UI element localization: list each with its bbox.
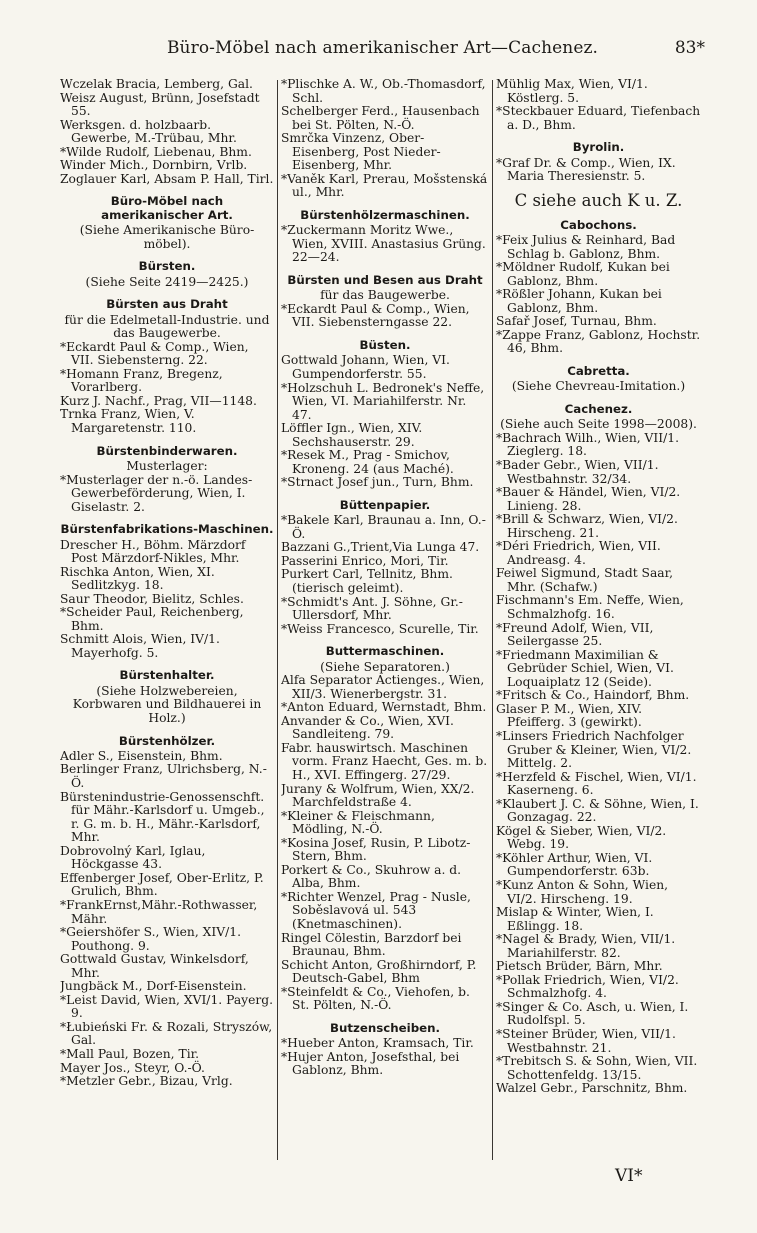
directory-entry: Berlinger Franz, Ulrichsberg, N.-Ö. <box>60 762 267 791</box>
directory-entry: Schicht Anton, Großhirndorf, P. Deutsch-Gabel, Bhm <box>281 957 477 986</box>
directory-entry: Drescher H., Böhm. Märzdorf Post Märzdorf-Nikles, Mhr. <box>60 537 246 566</box>
directory-entry: *Leist David, Wien, XVI/1. Payerg. 9. <box>60 992 274 1021</box>
directory-entry: *Metzler Gebr., Bizau, Vrlg. <box>60 1074 233 1089</box>
directory-entry: *Klaubert J. C. & Söhne, Wien, I. Gonzagag. 22. <box>496 796 699 825</box>
directory-entry: Fischmann's Em. Neffe, Wien, Schmalzhofg. 16. <box>496 593 684 622</box>
directory-entry: *Eckardt Paul & Comp., Wien, VII. Siebensterng. 22. <box>60 339 249 368</box>
section-heading: Cachenez. <box>564 401 633 416</box>
section-heading: Cabochons. <box>560 217 637 232</box>
directory-entry: *Hujer Anton, Josefsthal, bei Gablonz, Bhm. <box>281 1049 460 1078</box>
directory-entry: Wczelak Bracia, Lemberg, Gal. <box>60 78 253 91</box>
section-note: (Siehe Seite 2419—2425.) <box>85 274 249 289</box>
directory-entry: *Nagel & Brady, Wien, VII/1. Mariahilferstr. 82. <box>496 932 676 960</box>
section-heading: Bürsten und Besen aus Draht <box>287 272 483 287</box>
column-1 <box>60 78 274 1163</box>
directory-entry: Adler S., Eisenstein, Bhm. <box>60 748 223 763</box>
directory-entry: Mislap & Winter, Wien, I. Eßlingg. 18. <box>496 905 654 933</box>
section-heading: Bürsten. <box>138 259 196 274</box>
directory-entry: *Brill & Schwarz, Wien, VI/2. Hirscheng. 21. <box>496 512 678 540</box>
directory-entry: Rischka Anton, Wien, XI. Sedlitzkyg. 18. <box>60 564 215 593</box>
section-note: (Siehe Chevreau-Imitation.) <box>511 379 686 394</box>
directory-entry: *Déri Friedrich, Wien, VII. Andreasg. 4. <box>496 539 661 567</box>
column-rule <box>277 80 278 1160</box>
section-heading: Byrolin. <box>572 140 625 155</box>
directory-entry: *Łubieński Fr. & Rozali, Stryszów, Gal. <box>60 1019 273 1048</box>
directory-entry: *Linsers Friedrich Nachfolger Gruber & Kleiner, Wien, VI/2. Mittelg. 2. <box>496 728 692 771</box>
directory-entry: Walzel Gebr., Parschnitz, Bhm. <box>496 1081 688 1096</box>
directory-entry: *Fritsch & Co., Haindorf, Bhm. <box>496 688 690 703</box>
directory-entry: *Mall Paul, Bozen, Tir. <box>60 1046 200 1061</box>
column-3 <box>496 78 701 1163</box>
directory-entry: *Wilde Rudolf, Liebenau, Bhm. <box>60 144 252 159</box>
directory-entry: *Steiner Brüder, Wien, VII/1. Westbahnstr. 21. <box>496 1026 676 1055</box>
directory-entry: *Kosina Josef, Rusin, P. Libotz-Stern, Bhm. <box>281 835 471 864</box>
directory-entry: *Scheider Paul, Reichenberg, Bhm. <box>60 605 244 633</box>
directory-entry: *Steinfeldt & Co., Viehofen, b. St. Pölten, N.-Ö. <box>281 984 470 1013</box>
directory-entry: *Singer & Co. Asch, u. Wien, I. Rudolfspl. 5. <box>496 999 689 1028</box>
directory-entry: *Bader Gebr., Wien, VII/1. Westbahnstr. 32/34. <box>496 458 659 486</box>
signature-mark: VI* <box>615 1166 643 1186</box>
directory-entry: Dobrovolný Karl, Iglau, Höckgasse 43. <box>60 843 206 872</box>
directory-entry: Schmitt Alois, Wien, IV/1. Mayerhofg. 5. <box>60 632 220 660</box>
directory-entry: Kögel & Sieber, Wien, VI/2. Webg. 19. <box>496 823 667 852</box>
section-heading: Bürsten aus Draht <box>106 297 228 312</box>
directory-entry: Gottwald Gustav, Winkelsdorf, Mhr. <box>60 952 249 980</box>
section-heading: Büttenpapier. <box>339 497 431 512</box>
directory-entry: Effenberger Josef, Ober-Erlitz, P. Grulich, Bhm. <box>60 870 264 899</box>
directory-entry: *Homann Franz, Bregenz, Vorarlberg. <box>60 366 223 395</box>
section-note: für das Baugewerbe. <box>320 288 450 303</box>
column-2 <box>281 78 489 1163</box>
directory-entry: Jungbäck M., Dorf-Eisenstein. <box>60 979 247 994</box>
directory-entry: *Möldner Rudolf, Kukan bei Gablonz, Bhm. <box>496 260 670 288</box>
directory-entry: *Rößler Johann, Kukan bei Gablonz, Bhm. <box>496 287 662 315</box>
section-note: (Siehe Holzwebereien, Korbwaren und Bildhauerei in Holz.) <box>72 683 262 725</box>
directory-entry: *Eckardt Paul & Comp., Wien, VII. Siebensterngasse 22. <box>281 301 470 330</box>
directory-entry: *Steckbauer Eduard, Tiefenbach a. D., Bhm. <box>496 104 701 132</box>
directory-entry: *Freund Adolf, Wien, VII, Seilergasse 25. <box>496 620 654 649</box>
section-heading: Bürstenhölzer. <box>118 733 216 748</box>
directory-entry: *Zuckermann Moritz Wwe., Wien, XVIII. Anastasius Grüng. 22—24. <box>281 223 486 265</box>
directory-entry: *Bachrach Wilh., Wien, VII/1. Zieglerg. 18. <box>496 430 680 459</box>
directory-entry: Glaser P. M., Wien, XIV. Pfeifferg. 3 (gewirkt). <box>496 701 643 730</box>
directory-entry: Safař Josef, Turnau, Bhm. <box>496 314 657 329</box>
directory-entry: *Weiss Francesco, Scurelle, Tir. <box>281 621 479 636</box>
directory-entry: *Holzschuh L. Bedronek's Neffe, Wien, VI. Mariahilferstr. Nr. 47. <box>281 380 485 422</box>
section-note: (Siehe Amerikanische Büro-möbel). <box>79 223 255 251</box>
directory-entry: *Vaněk Karl, Prerau, Mošstenská ul., Mhr. <box>281 171 488 200</box>
running-title: Büro-Möbel nach amerikanischer Art—Cachenez. <box>166 38 599 58</box>
directory-entry: *Kleiner & Fleischmann, Mödling, N.-Ö. <box>281 808 435 837</box>
directory-entry: Saur Theodor, Bielitz, Schles. <box>60 591 244 606</box>
directory-entry: Gottwald Johann, Wien, VI. Gumpendorferstr. 55. <box>281 353 450 381</box>
directory-entry: Fabr. hauswirtsch. Maschinen vorm. Franz Haecht, Ges. m. b. H., XVI. Effingerg. 27/29. <box>281 740 488 782</box>
directory-entry: *Richter Wenzel, Prag - Nusle, Soběslavová ul. 543 (Knetmaschinen). <box>281 889 471 932</box>
page-number: 83* <box>674 38 705 58</box>
section-heading: Cabretta. <box>567 364 630 379</box>
directory-entry: *Friedmann Maximilian & Gebrüder Schiel, Wien, VI. Loquaiplatz 12 (Seide). <box>496 647 674 689</box>
directory-entry: Porkert & Co., Skuhrow a. d. Alba, Bhm. <box>281 862 462 891</box>
directory-entry: Ringel Cölestin, Barzdorf bei Braunau, Bhm. <box>281 930 462 959</box>
directory-entry: Purkert Carl, Tellnitz, Bhm. (tierisch geleimt). <box>281 567 453 596</box>
directory-entry: Smrčka Vinzenz, Ober-Eisenberg, Post Nieder-Eisenberg, Mhr. <box>281 131 441 173</box>
directory-entry: Mayer Jos., Steyr, O.-Ö. <box>60 1060 205 1075</box>
directory-entry: Alfa Separator Actienges., Wien, XII/3. Wienerbergstr. 31. <box>281 673 485 701</box>
directory-entry: Jurany & Wolfrum, Wien, XX/2. Marchfeldstraße 4. <box>281 781 475 810</box>
directory-entry: Bürstenindustrie-Genossenschft. für Mähr.-Karlsdorf u. Umgeb., r. G. m. b. H., Mähr.-Karlsdorf, Mhr. <box>60 789 265 845</box>
directory-entry: Anvander & Co., Wien, XVI. Sandleiteng. 79. <box>281 713 454 742</box>
letter-crossref: C siehe auch K u. Z. <box>514 190 683 210</box>
directory-entry: *Plischke A. W., Ob.-Thomasdorf, Schl. <box>281 78 486 105</box>
directory-entry: Schelberger Ferd., Hausenbach bei St. Pölten, N.-Ö. <box>281 104 480 132</box>
directory-entry: *Herzfeld & Fischel, Wien, VI/1. Kaserneng. 6. <box>496 769 697 798</box>
directory-entry: *Strnact Josef jun., Turn, Bhm. <box>281 475 474 490</box>
directory-entry: *Graf Dr. & Comp., Wien, IX. Maria Theresienstr. 5. <box>496 155 676 184</box>
directory-entry: *Resek M., Prag - Smichov, Kroneng. 24 (aus Maché). <box>281 448 454 476</box>
directory-entry: *Kunz Anton & Sohn, Wien, VI/2. Hirscheng. 19. <box>496 877 669 906</box>
page-header <box>60 36 705 64</box>
directory-entry: Zoglauer Karl, Absam P. Hall, Tirl. <box>60 171 274 186</box>
directory-entry: *FrankErnst,Mähr.-Rothwasser, Mähr. <box>60 897 258 926</box>
directory-entry: Weisz August, Brünn, Josefstadt 55. <box>60 90 260 119</box>
section-note: für die Edelmetall-Industrie. und das Baugewerbe. <box>64 312 270 341</box>
directory-entry: *Trebitsch S. & Sohn, Wien, VII. Schottenfeldg. 13/15. <box>496 1054 698 1082</box>
section-note: Musterlager: <box>126 458 208 473</box>
section-heading: Büro-Möbel nach amerikanischer Art. <box>101 194 233 222</box>
section-heading: Buttermaschinen. <box>325 644 445 659</box>
directory-entry: Bazzani G.,Trient,Via Lunga 47. <box>281 540 480 555</box>
directory-entry: Kurz J. Nachf., Prag, VII—1148. <box>60 393 257 408</box>
directory-entry: *Geiershöfer S., Wien, XIV/1. Pouthong. 9. <box>60 925 242 953</box>
directory-entry: Pietsch Brüder, Bärn, Mhr. <box>496 959 663 974</box>
section-note: (Siehe auch Seite 1998—2008). <box>500 417 697 432</box>
directory-entry: *Bakele Karl, Braunau a. Inn, O.-Ö. <box>281 513 486 541</box>
directory-entry: Feiwel Sigmund, Stadt Saar, Mhr. (Schafw.) <box>496 566 674 594</box>
directory-entry: *Bauer & Händel, Wien, VI/2. Linieng. 28. <box>496 485 681 513</box>
directory-entry: *Anton Eduard, Wernstadt, Bhm. <box>281 700 487 715</box>
directory-entry: Trnka Franz, Wien, V. Margaretenstr. 110. <box>60 407 197 436</box>
directory-entry: Mühlig Max, Wien, VI/1. Köstlerg. 5. <box>496 78 648 105</box>
directory-entry: *Pollak Friedrich, Wien, VI/2. Schmalzhofg. 4. <box>496 972 679 1001</box>
directory-entry: Löffler Ign., Wien, XIV. Sechshauserstr. 29. <box>281 421 423 449</box>
directory-entry: Werksgen. d. holzbaarb. Gewerbe, M.-Trübau, Mhr. <box>60 117 237 146</box>
directory-entry: *Feix Julius & Reinhard, Bad Schlag b. Gablonz, Bhm. <box>496 233 676 261</box>
directory-entry: Passerini Enrico, Mori, Tir. <box>281 553 449 568</box>
directory-entry: *Hueber Anton, Kramsach, Tir. <box>281 1036 474 1051</box>
section-heading: Bürstenbinderwaren. <box>96 443 238 458</box>
section-note: (Siehe Separatoren.) <box>320 659 450 674</box>
directory-entry: *Schmidt's Ant. J. Söhne, Gr.-Ullersdorf, Mhr. <box>281 594 463 623</box>
directory-entry: *Zappe Franz, Gablonz, Hochstr. 46, Bhm. <box>496 327 701 356</box>
directory-entry: *Köhler Arthur, Wien, VI. Gumpendorferstr. 63b. <box>496 850 653 879</box>
directory-entry: *Musterlager der n.-ö. Landes-Gewerbeförderung, Wien, I. Giselastr. 2. <box>60 472 253 514</box>
section-heading: Bürstenfabrikations-Maschinen. <box>60 522 274 537</box>
section-heading: Bürstenhalter. <box>119 668 215 683</box>
section-heading: Bürstenhölzermaschinen. <box>300 207 470 222</box>
section-heading: Büsten. <box>359 338 411 353</box>
column-rule <box>492 80 493 1160</box>
directory-entry: Winder Mich., Dornbirn, Vrlb. <box>60 158 248 173</box>
section-heading: Butzenscheiben. <box>329 1020 441 1035</box>
